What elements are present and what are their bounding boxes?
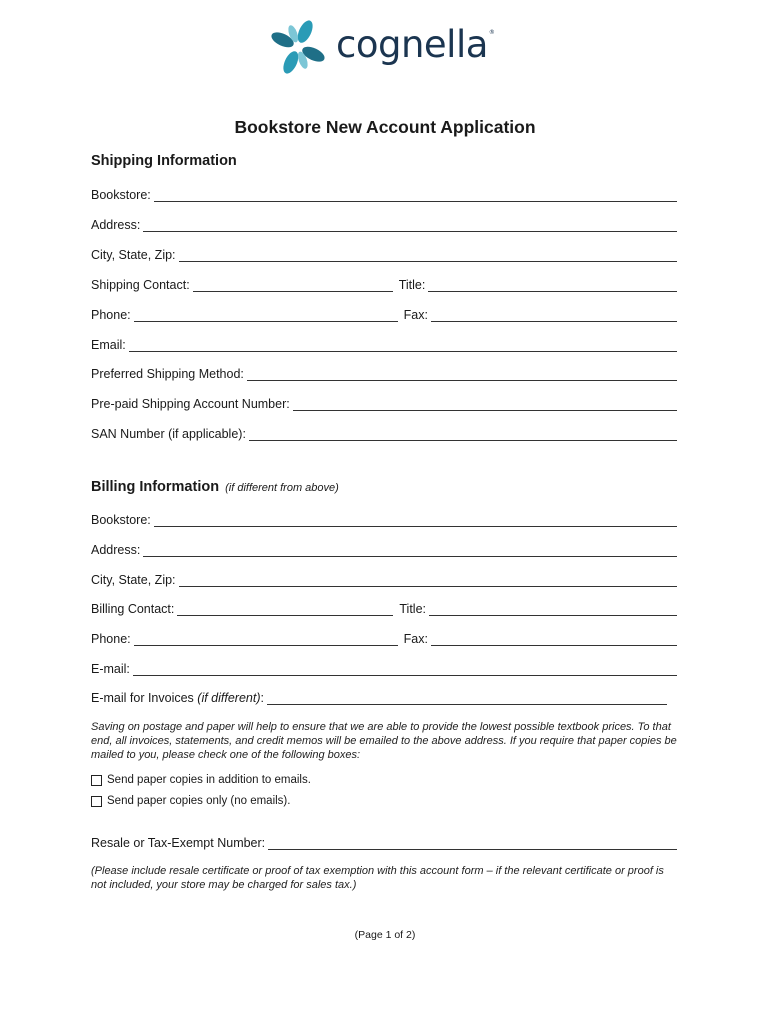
resale-number-field[interactable]: Resale or Tax-Exempt Number: [91,834,677,850]
cognella-logo-mark-icon [268,16,328,78]
shipping-phone-row: Phone: Fax: [91,306,677,322]
shipping-prepaid-field[interactable]: Pre-paid Shipping Account Number: [91,395,677,411]
billing-phone-field[interactable] [134,634,398,646]
billing-title-field[interactable] [429,604,677,616]
blank-line[interactable] [133,664,677,676]
blank-line[interactable] [293,399,677,411]
shipping-phone-field[interactable] [134,310,398,322]
paper-copy-notice: Saving on postage and paper will help to ensure that we are able to provide the lowest possible textbook prices. To that end, all invoices, statements, and credit memos will be emailed to the above address. If you require that paper copies be mailed to you, please check one of the following boxes: [91,721,677,761]
cognella-logo [268,16,494,78]
shipping-san-field[interactable]: SAN Number (if applicable): [91,425,677,441]
shipping-fax-field[interactable] [431,310,677,322]
billing-address-field[interactable]: Address: [91,541,677,557]
page-number: (Page 1 of 2) [354,929,416,941]
billing-phone-row: Phone: Fax: [91,630,677,646]
shipping-contact-field[interactable] [193,280,393,292]
shipping-heading: Shipping Information [91,153,237,169]
billing-fax-field[interactable] [431,634,677,646]
billing-contact-field[interactable] [177,604,393,616]
blank-line[interactable] [179,250,677,262]
shipping-method-field[interactable]: Preferred Shipping Method: [91,365,677,381]
blank-line[interactable] [249,429,677,441]
blank-line[interactable] [143,545,677,557]
blank-line[interactable] [179,575,677,587]
blank-line[interactable] [154,190,677,202]
checkbox[interactable] [91,775,102,786]
billing-city-field[interactable]: City, State, Zip: [91,571,677,587]
resale-note: (Please include resale certificate or proof of tax exemption with this account form – if the relevant certificate or proof is not included, your store may be charged for sales tax.) [91,865,664,891]
billing-bookstore-field[interactable]: Bookstore: [91,511,677,527]
shipping-email-field[interactable]: Email: [91,336,677,352]
page-title: Bookstore New Account Application [234,117,536,137]
option-paper-only[interactable]: Send paper copies only (no emails). [91,795,290,807]
billing-invoice-email-field[interactable]: E-mail for Invoices (if different): [91,689,677,705]
blank-line[interactable] [268,838,677,850]
option-paper-and-email[interactable]: Send paper copies in addition to emails. [91,774,311,786]
blank-line[interactable] [247,369,677,381]
shipping-city-field[interactable]: City, State, Zip: [91,246,677,262]
billing-heading: Billing Information (if different from above) [91,479,339,495]
shipping-address-field[interactable]: Address: [91,216,677,232]
shipping-contact-row: Shipping Contact: Title: [91,276,677,292]
cognella-logo-text: cognella® [336,22,495,66]
checkbox[interactable] [91,796,102,807]
billing-contact-row: Billing Contact: Title: [91,600,677,616]
blank-line[interactable] [129,340,677,352]
billing-email-field[interactable]: E-mail: [91,660,677,676]
blank-line[interactable] [154,515,677,527]
shipping-title-field[interactable] [428,280,677,292]
blank-line[interactable] [143,220,677,232]
blank-line[interactable] [267,693,667,705]
shipping-bookstore-field[interactable]: Bookstore: [91,186,677,202]
